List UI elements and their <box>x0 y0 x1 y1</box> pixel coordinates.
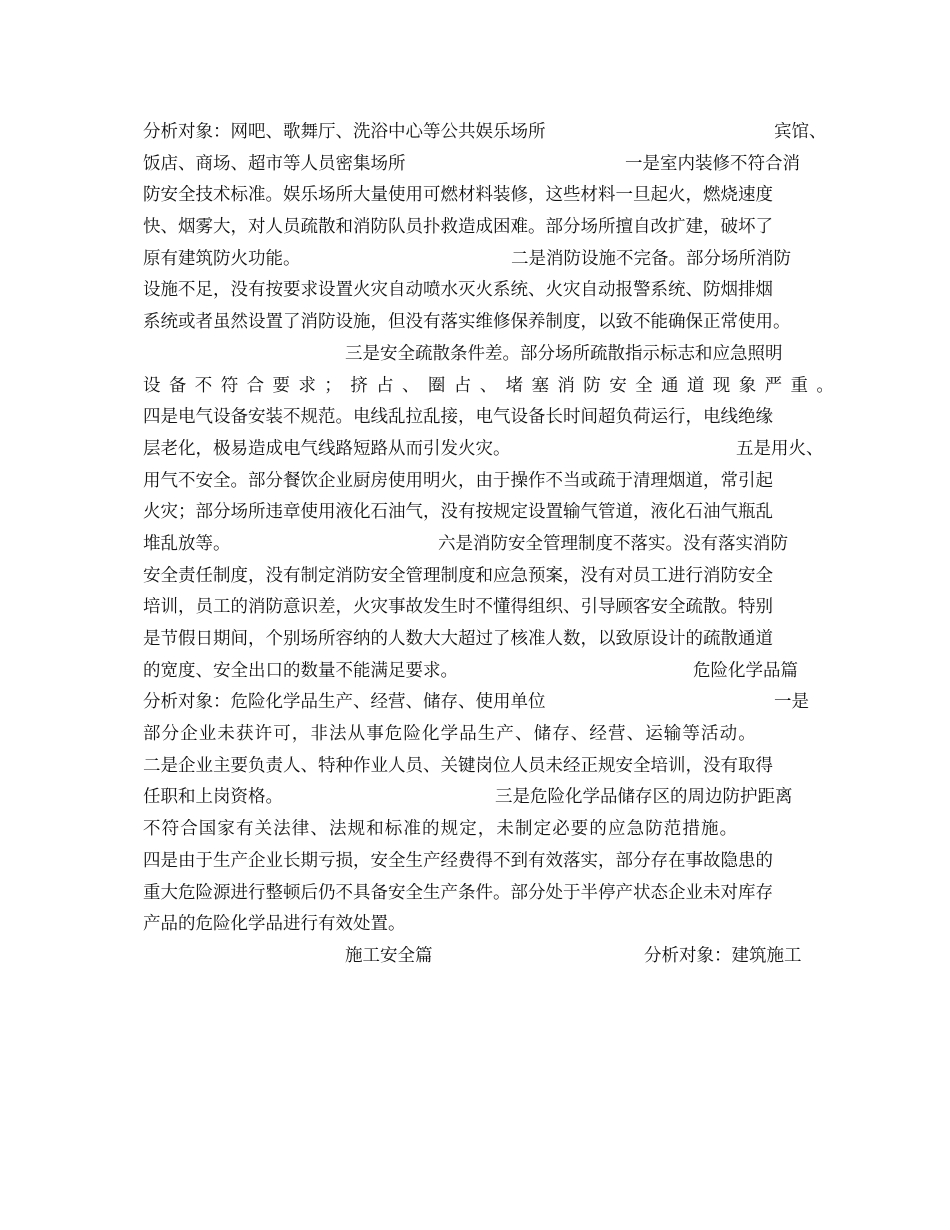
text-line <box>143 244 823 276</box>
text-line <box>143 466 823 498</box>
analysis-target-construction: 分析对象：建筑施工 <box>644 945 802 966</box>
text-line <box>143 529 823 561</box>
text-line <box>143 434 823 466</box>
text-segment: 一是 <box>774 692 809 713</box>
text-line <box>143 149 823 181</box>
text-line <box>143 782 823 814</box>
text-segment: 四是电气设备安装不规范。电线乱拉乱接，电气设备长时间超负荷运行，电线绝缘 <box>143 407 773 428</box>
section-title-hazardous-chemicals: 危险化学品篇 <box>693 660 798 681</box>
text-line <box>143 624 823 656</box>
text-segment: 不符合国家有关法律、法规和标准的规定，未制定必要的应急防范措施。 <box>143 819 739 840</box>
text-segment: 层老化，极易造成电气线路短路从而引发火灾。 <box>143 438 511 459</box>
text-line <box>143 402 823 434</box>
text-segment: 一是室内装修不符合消 <box>625 153 800 174</box>
text-segment: 五是用火、 <box>736 438 824 459</box>
text-segment: 三是危险化学品储存区的周边防护距离 <box>495 787 793 808</box>
text-segment: 培训，员工的消防意识差，火灾事故发生时不懂得组织、引导顾客安全疏散。特别 <box>143 597 773 618</box>
text-line <box>143 909 823 941</box>
text-segment: 设备不符合要求；挤占、圈占、堵塞消防安全通道现象严重。 <box>143 375 843 396</box>
text-segment: 设施不足，没有按要求设置火灾自动喷水灭火系统、火灾自动报警系统、防烟排烟 <box>143 280 773 301</box>
text-line <box>143 719 823 751</box>
text-segment: 安全责任制度，没有制定消防安全管理制度和应急预案，没有对员工进行消防安全 <box>143 565 773 586</box>
text-segment: 快、烟雾大，对人员疏散和消防队员扑救造成困难。部分场所擅自改扩建，破坏了 <box>143 217 773 238</box>
text-line <box>143 687 823 719</box>
text-line <box>143 751 823 783</box>
analysis-target-public-entertainment: 分析对象：网吧、歌舞厅、洗浴中心等公共娱乐场所 <box>143 122 546 142</box>
text-segment: 二是消防设施不完备。部分场所消防 <box>511 248 791 269</box>
text-line <box>143 497 823 529</box>
text-segment: 火灾；部分场所违章使用液化石油气，没有按规定设置输气管道，液化石油气瓶乱 <box>143 502 773 523</box>
text-line <box>143 656 823 688</box>
text-segment: 原有建筑防火功能。 <box>143 248 301 269</box>
document-body <box>143 117 843 973</box>
text-segment: 四是由于生产企业长期亏损，安全生产经费得不到有效落实，部分存在事故隐患的 <box>143 850 773 871</box>
text-segment: 防安全技术标准。娱乐场所大量使用可燃材料装修，这些材料一旦起火，燃烧速度 <box>143 185 773 206</box>
text-segment: 饭店、商场、超市等人员密集场所 <box>143 153 406 174</box>
text-segment: 任职和上岗资格。 <box>143 787 283 808</box>
text-line <box>143 117 827 149</box>
text-line <box>143 814 823 846</box>
text-segment: 用气不安全。部分餐饮企业厨房使用明火，由于操作不当或疏于清理烟道，常引起 <box>143 470 773 491</box>
text-line <box>143 212 823 244</box>
text-line <box>143 941 823 973</box>
text-segment: 部分企业未获许可，非法从事危险化学品生产、储存、经营、运输等活动。 <box>143 724 757 745</box>
text-segment: 二是企业主要负责人、特种作业人员、关键岗位人员未经正规安全培训，没有取得 <box>143 755 773 776</box>
text-segment: 产品的危险化学品进行有效处置。 <box>143 914 406 935</box>
text-segment: 宾馆、 <box>774 122 827 142</box>
text-line <box>143 878 823 910</box>
text-line <box>143 180 823 212</box>
text-line <box>143 275 823 307</box>
text-line <box>143 371 843 403</box>
text-segment: 重大危险源进行整顿后仍不具备安全生产条件。部分处于半停产状态企业未对库存 <box>143 882 773 903</box>
section-title-construction-safety: 施工安全篇 <box>345 945 433 966</box>
text-segment: 系统或者虽然设置了消防设施，但没有落实维修保养制度，以致不能确保正常使用。 <box>143 312 791 333</box>
analysis-target-hazardous-chemicals: 分析对象：危险化学品生产、经营、储存、使用单位 <box>143 692 546 713</box>
text-segment: 堆乱放等。 <box>143 533 231 554</box>
text-line <box>143 592 823 624</box>
text-segment: 的宽度、安全出口的数量不能满足要求。 <box>143 660 458 681</box>
text-segment: 三是安全疏散条件差。部分场所疏散指示标志和应急照明 <box>345 343 783 364</box>
text-line <box>143 307 823 339</box>
text-line <box>143 339 823 371</box>
text-line <box>143 561 823 593</box>
text-segment: 是节假日期间，个别场所容纳的人数大大超过了核准人数，以致原设计的疏散通道 <box>143 629 773 649</box>
text-line <box>143 846 823 878</box>
text-segment: 六是消防安全管理制度不落实。没有落实消防 <box>438 533 788 554</box>
